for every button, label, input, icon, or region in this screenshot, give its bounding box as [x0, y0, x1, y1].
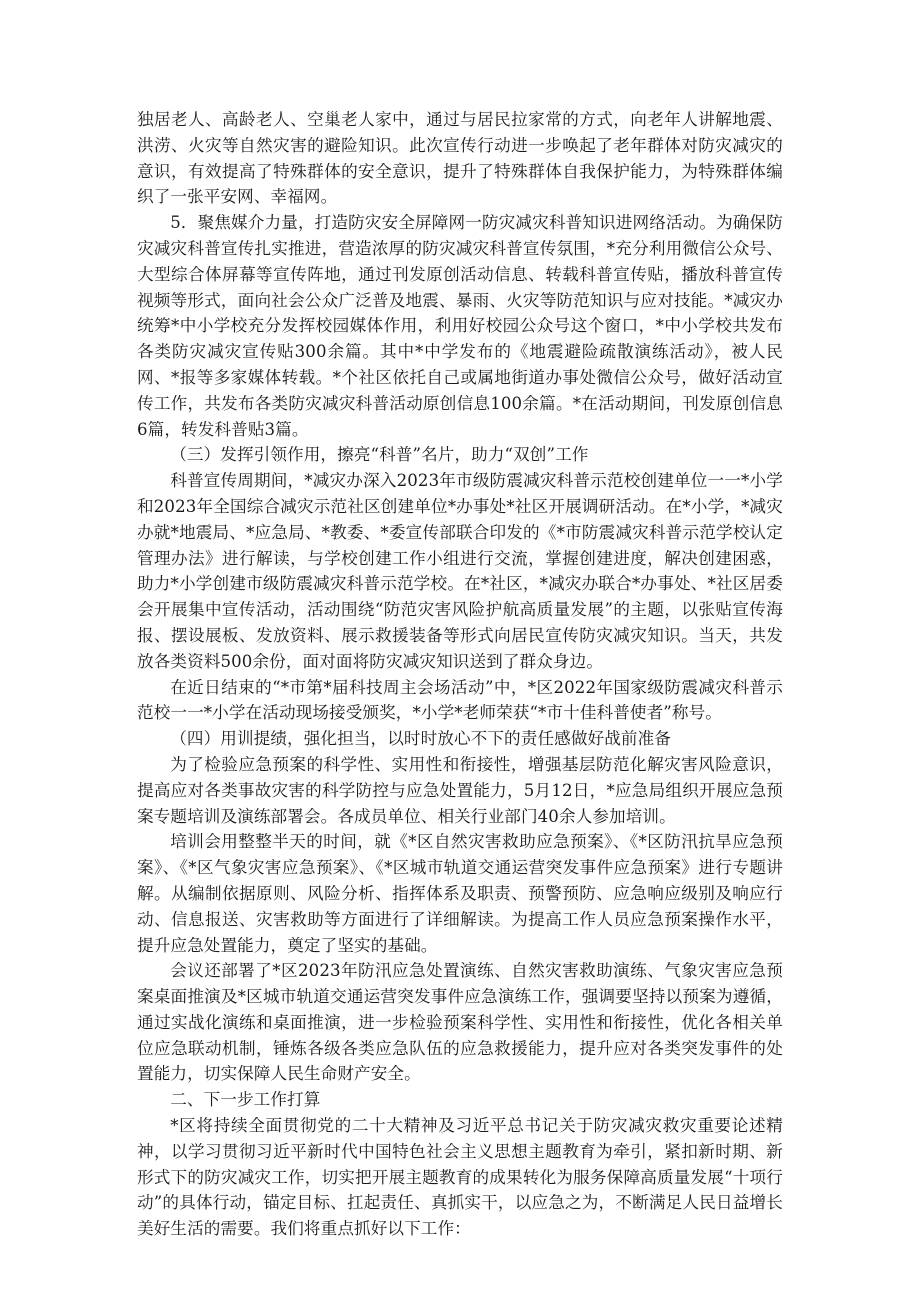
section-heading-4: （四）用训提绩，强化担当，以时时放心不下的责任感做好战前准备 — [170, 729, 671, 749]
document-body — [137, 107, 783, 1242]
section-heading-3: （三）发挥引领作用，擦亮“科普”名片，助力“双创”工作 — [170, 445, 589, 465]
paragraph-training-content: 培训会用整整半天的时间，就《*区自然灾害救助应急预案》、《*区防汛抗旱应急预案》、《*区气象灾害应急预案》、《*区城市轨道交通运营突发事件应急预案》进行专题讲解。从编制依据原则、风险分析、指挥体系及职责、预警预防、应急响应级别及响应行动、信息报送、灾害救助等方面进行了详细解读。为提高工作人员应急预案操作水平，提升应急处置能力，奠定了坚实的基础。 — [137, 832, 783, 955]
paragraph-next-steps: *区将持续全面贯彻党的二十大精神及习近平总书记关于防灾减灾救灾重要论述精神，以学习贯彻习近平新时代中国特色社会主义思想主题教育为牵引，紧扣新时期、新形式下的防灾减灾工作，切实把开展主题教育的成果转化为服务保障高质量发展“十项行动”的具体行动，锚定目标、扛起责任、真抓实干，以应急之为，不断满足人民日益增长美好生活的需要。我们将重点抓好以下工作： — [137, 1116, 783, 1239]
paragraph-science-week-research: 科普宣传周期间，*减灾办深入2023年市级防震减灾科普示范校创建单位一一*小学和2023年全国综合减灾示范社区创建单位*办事处*社区开展调研活动。在*小学，*减灾办就*地震局、*应急局、*教委、*委宣传部联合印发的《*市防震减灾科普示范学校认定管理办法》进行解读，与学校创建工作小组进行交流，掌握创建进度，解决创建困惑，助力*小学创建市级防震减灾科普示范学校。在*社区，*减灾办联合*办事处、*社区居委会开展集中宣传活动，活动围绕“防范灾害风险护航高质量发展”的主题，以张贴宣传海报、摆设展板、发放资料、展示救援装备等形式向居民宣传防灾减灾知识。当天，共发放各类资料500余份，面对面将防灾减灾知识送到了群众身边。 — [137, 471, 783, 671]
section-heading-next-steps: 二、下一步工作打算 — [170, 1090, 321, 1110]
paragraph-elderly-outreach: 独居老人、高龄老人、空巢老人家中，通过与居民拉家常的方式，向老年人讲解地震、洪涝、火灾等自然灾害的避险知识。此次宣传行动进一步唤起了老年群体对防灾减灾的意识，有效提高了特殊群体的安全意识，提升了特殊群体自我保护能力，为特殊群体编织了一张平安网、幸福网。 — [137, 110, 783, 207]
paragraph-tech-week-award: 在近日结束的“*市第*届科技周主会场活动”中，*区2022年国家级防震减灾科普示范校一一*小学在活动现场接受颁奖，*小学*老师荣获“*市十佳科普使者”称号。 — [137, 677, 783, 723]
paragraph-training-overview: 为了检验应急预案的科学性、实用性和衔接性，增强基层防范化解灾害风险意识，提高应对各类事故灾害的科学防控与应急处置能力，5月12日，*应急局组织开展应急预案专题培训及演练部署会。各成员单位、相关行业部门40余人参加培训。 — [137, 754, 783, 826]
paragraph-drill-deployment: 会议还部署了*区2023年防汛应急处置演练、自然灾害救助演练、气象灾害应急预案桌面推演及*区城市轨道交通运营突发事件应急演练工作，强调要坚持以预案为遵循，通过实战化演练和桌面推演，进一步检验预案科学性、实用性和衔接性，优化各相关单位应急联动机制，锤炼各级各类应急队伍的应急救援能力，提升应对各类突发事件的处置能力，切实保障人民生命财产安全。 — [137, 961, 783, 1084]
paragraph-media-campaign: 5．聚焦媒介力量，打造防灾安全屏障网一防灾减灾科普知识进网络活动。为确保防灾减灾科普宣传扎实推进，营造浓厚的防灾减灾科普宣传氛围，*充分利用微信公众号、大型综合体屏幕等宣传阵地，通过刊发原创活动信息、转载科普宣传贴，播放科普宣传视频等形式，面向社会公众广泛普及地震、暴雨、火灾等防范知识与应对技能。*减灾办统筹*中小学校充分发挥校园媒体作用，利用好校园公众号这个窗口，*中小学校共发布各类防灾减灾宣传贴300余篇。其中*中学发布的《地震避险疏散演练活动》，被人民网、*报等多家媒体转载。*个社区依托自己或属地街道办事处微信公众号，做好活动宣传工作，共发布各类防灾减灾科普活动原创信息100余篇。*在活动期间，刊发原创信息6篇，转发科普贴3篇。 — [137, 213, 783, 439]
